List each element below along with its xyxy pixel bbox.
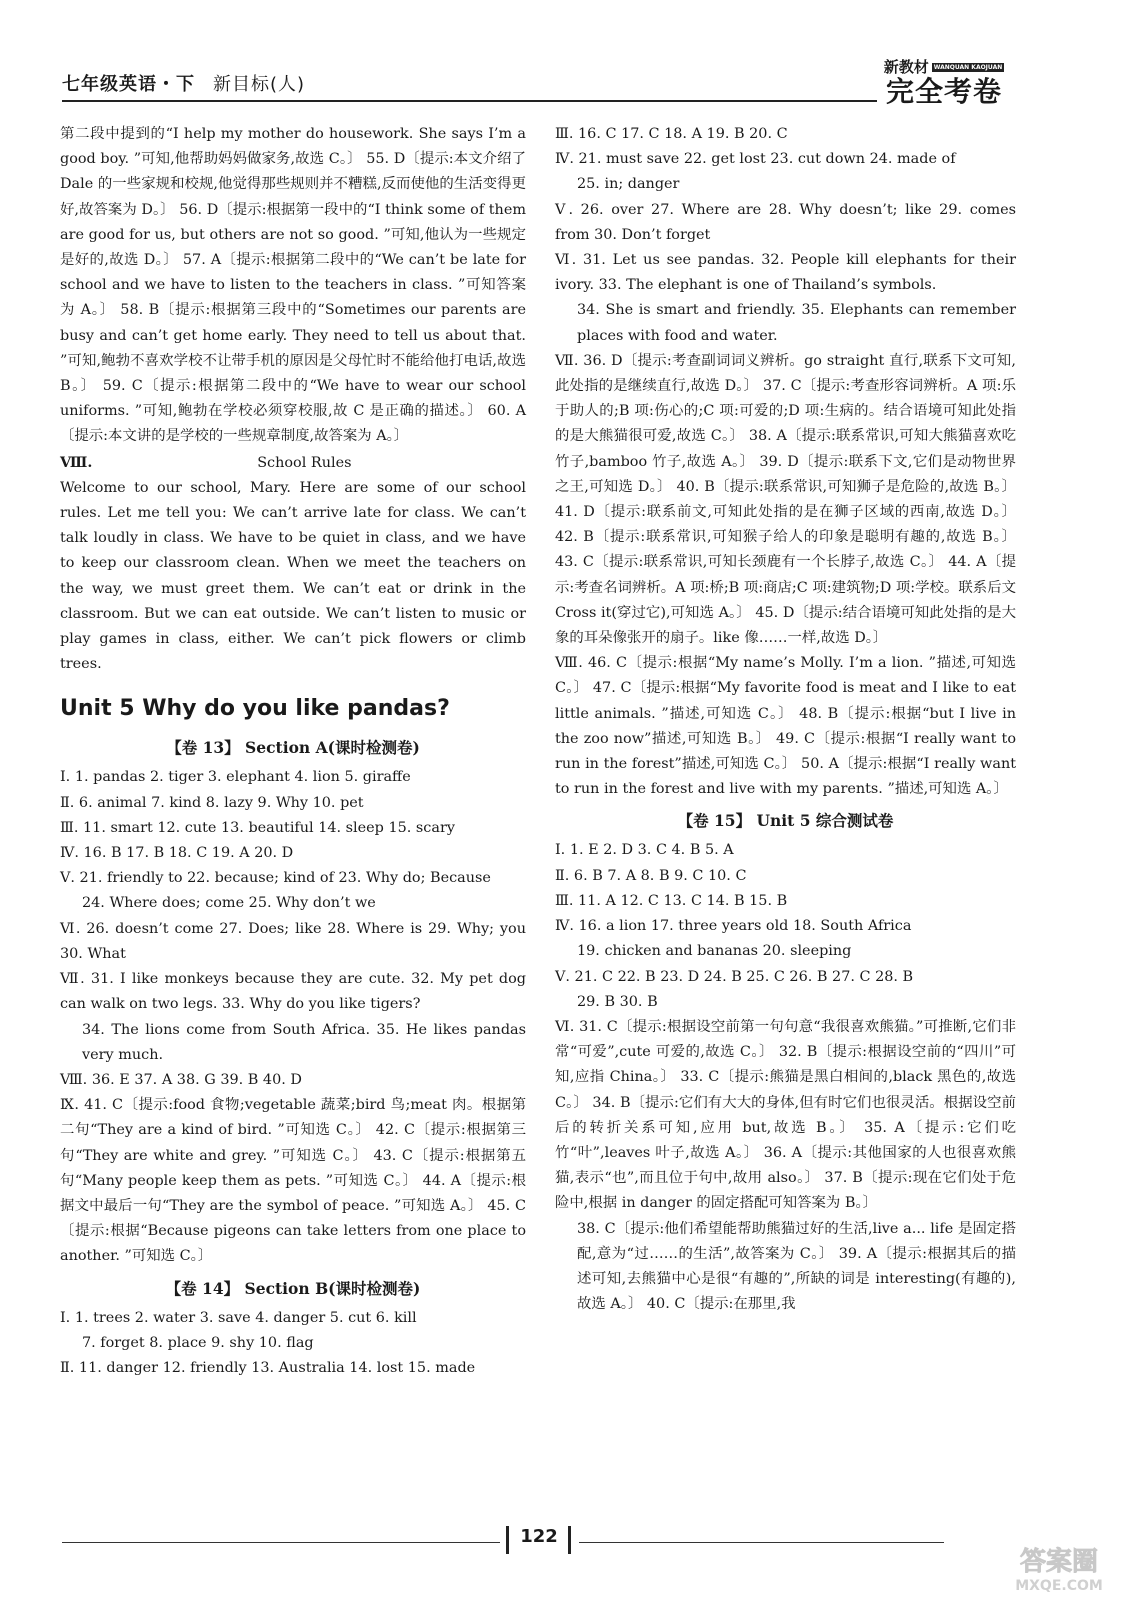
answer-line: 19. chicken and bananas 20. sleeping bbox=[577, 943, 852, 960]
page-number: 122 bbox=[520, 1526, 558, 1547]
answer-line: Ⅶ. 31. I like monkeys because they are cute. 32. My pet dog can walk on two legs. 33. Why do you like tigers? bbox=[60, 971, 526, 1013]
answer-line: Ⅲ. 16. C 17. C 18. A 19. B 20. C bbox=[555, 126, 788, 142]
answer-line: 25. in; danger bbox=[577, 176, 680, 193]
brand-tag: WANQUAN KAOJUAN bbox=[933, 64, 1003, 71]
rules-title: School Rules bbox=[257, 454, 352, 471]
answer-paragraph: Ⅵ. 31. C〔提示:根据设空前第一句句意“我很喜欢熊猫。”可推断,它们非常“可爱”,cute 可爱的,故选 C。〕 32. B〔提示:根据设空前的“四川”可知,应指 China。〕 33. C〔提示:熊猫是黑白相间的,black 黑色的,故选 C。〕 34. B〔提示:它们有大大的身体,但有时它们也很灵活。根据设空前后的转折关系可知,应用 but,故选 B。〕 35. A〔提示:它们吃竹“叶”,leaves 叶子,故选 A。〕 36. A〔提示:其他国家的人也很喜欢熊猫,表示“也”,而且位于句中,故用 also。〕 37. B〔提示:现在它们处于危险中,根据 in danger 的固定搭配可知答案为 B。〕 bbox=[555, 1018, 1016, 1212]
answer-paragraph: 第二段中提到的“I help my mother do housework. She says I’m a good boy. ”可知,他帮助妈妈做家务,故选 C。〕 55. D〔提示:本文介绍了 Dale 的一些家规和校规,他觉得那些规则并不糟糕,反而使他的生活变得更好,故答案为 D。〕 56. D〔提示:根据第一段中的“I think some of them are good for us, but others are not so good. ”可知,他认为一些规定是好的,故选 D。〕 57. A〔提示:根据第二段中的“We can’t be late for school and we have to listen to the teachers in class. ”可知答案为 A。〕 58. B〔提示:根据第三段中的“Sometimes our parents are busy and can’t get home early. They need to tell us about that. ”可知,鲍勃不喜欢学校不让带手机的原因是父母忙时不能给他打电话,故选 B。〕 59. C〔提示:根据第二段中的“We have to wear our school uniforms. ”可知,鲍勃在学校必须穿校服,故 C 是正确的描述。〕 60. A〔提示:本文讲的是学校的一些规章制度,故答案为 A。〕 bbox=[60, 126, 526, 445]
unit-title: Unit 5 Why do you like pandas? bbox=[60, 696, 450, 722]
watermark-logo bbox=[989, 1540, 1129, 1596]
watermark-bottom: MXQE.COM bbox=[1015, 1578, 1103, 1594]
answer-line: Ⅳ. 16. B 17. B 18. C 19. A 20. D bbox=[60, 845, 294, 862]
page-header bbox=[62, 58, 1014, 110]
answer-line: 7. forget 8. place 9. shy 10. flag bbox=[82, 1334, 314, 1351]
section-heading: 【卷 13】 Section A(课时检测卷) bbox=[166, 738, 420, 758]
page-bar-left bbox=[506, 1526, 509, 1554]
answer-line: 34. The lions come from South Africa. 35. He likes pandas very much. bbox=[82, 1021, 526, 1063]
answer-line: Ⅴ. 21. friendly to 22. because; kind of 23. Why do; Because bbox=[60, 870, 491, 887]
book-edition: 新目标(人) bbox=[213, 74, 306, 95]
answer-line: Ⅱ. 11. danger 12. friendly 13. Australia 14. lost 15. made bbox=[60, 1359, 476, 1376]
watermark-top: 答案圈 bbox=[1019, 1547, 1099, 1577]
answer-line: Ⅴ. 21. C 22. B 23. D 24. B 25. C 26. B 27. C 28. B bbox=[555, 968, 914, 985]
answer-line: Ⅰ. 1. E 2. D 3. C 4. B 5. A bbox=[555, 842, 734, 859]
book-title-text: 七年级英语・下 bbox=[62, 74, 195, 95]
roman-numeral: Ⅷ. bbox=[60, 453, 93, 471]
answer-paragraph: Ⅸ. 41. C〔提示:food 食物;vegetable 蔬菜;bird 鸟;meat 肉。根据第二句“They are a kind of bird. ”可知选 C。〕 42. C〔提示:根据第三句“They are white and grey. ”可知选 C。〕 43. C〔提示:根据第五句“Many people keep them as pets. ”可知选 C。〕 44. A〔提示:根据文中最后一句“They are the symbol of peace. ”可知选 A。〕 45. C〔提示:根据“Because pigeons can take letters from one place to another. ”可知选 C。〕 bbox=[60, 1097, 526, 1265]
footer-rule-right bbox=[579, 1542, 944, 1543]
right-column bbox=[555, 122, 1016, 1317]
brand-main: 完全考卷 bbox=[885, 75, 1002, 108]
answer-line: 24. Where does; come 25. Why don’t we bbox=[82, 895, 376, 912]
answer-line: Ⅷ. 36. E 37. A 38. G 39. B 40. D bbox=[60, 1071, 302, 1088]
left-column bbox=[60, 122, 526, 1381]
answer-line: 29. B 30. B bbox=[577, 993, 658, 1010]
answer-paragraph: Ⅶ. 36. D〔提示:考查副词词义辨析。go straight 直行,联系下文可知,此处指的是继续直行,故选 D。〕 37. C〔提示:考查形容词辨析。A 项:乐于助人的;B 项:伤心的;C 项:可爱的;D 项:生病的。结合语境可知此处指的是大熊猫很可爱,故选 C。〕 38. A〔提示:联系常识,可知大熊猫喜欢吃竹子,bamboo 竹子,故选 A。〕 39. D〔提示:联系下文,它们是动物世界之王,可知选 D。〕 40. B〔提示:联系常识,可知狮子是危险的,故选 B。〕 41. D〔提示:联系前文,可知此处指的是在狮子区域的西南,故选 D。〕 42. B〔提示:联系常识,可知猴子给人的印象是聪明有趣的,故选 B。〕 43. C〔提示:联系常识,可知长颈鹿有一个长脖子,故选 C。〕 44. A〔提示:考查名词辨析。A 项:桥;B 项:商店;C 项:建筑物;D 项:学校。联系后文 Cross it(穿过它),可知选 A。〕 45. D〔提示:结合语境可知此处指的是大象的耳朵像张开的扇子。like 像……一样,故选 D。〕 bbox=[555, 352, 1016, 647]
answer-line: Ⅱ. 6. B 7. A 8. B 9. C 10. C bbox=[555, 867, 747, 884]
section-roman bbox=[60, 450, 526, 476]
answer-line: Ⅳ. 16. a lion 17. three years old 18. South Africa bbox=[555, 918, 912, 935]
answer-paragraph: Ⅷ. 46. C〔提示:根据“My name’s Molly. I’m a lion. ”描述,可知选 C。〕 47. C〔提示:根据“My favorite food is meat and I like to eat little animals. ”描述,可知选 C。〕 48. B〔提示:根据“but I live in the zoo now”描述,可知选 B。〕 49. C〔提示:根据“I really want to run in the forest”描述,可知选 C。〕 50. A〔提示:根据“I really want to run in the forest and live with my parents. ”描述,可知选 A。〕 bbox=[555, 655, 1016, 798]
rules-body: Welcome to our school, Mary. Here are some of our school rules. Let me tell you: We can’t arrive late for class. We can’t talk loudly in class. We have to be quiet in class, and we have to keep our classroom clean. When we meet the teachers on the way, we must greet them. We can’t eat or drink in the classroom. But we can eat outside. We can’t listen to music or play games in class, either. We can’t pick flowers or climb trees. bbox=[60, 479, 526, 673]
answer-paragraph: 38. C〔提示:他们希望能帮助熊猫过好的生活,live a... life 是固定搭配,意为“过……的生活”,故答案为 C。〕 39. A〔提示:根据其后的描述可知,去熊猫中心是很“有趣的”,所缺的词是 interesting(有趣的),故选 A。〕 40. C〔提示:在那里,我 bbox=[577, 1220, 1016, 1313]
section-heading: 【卷 14】 Section B(课时检测卷) bbox=[165, 1278, 421, 1298]
answer-line: Ⅰ. 1. pandas 2. tiger 3. elephant 4. lion 5. giraffe bbox=[60, 769, 411, 786]
answer-line: Ⅰ. 1. trees 2. water 3. save 4. danger 5. cut 6. kill bbox=[60, 1309, 417, 1326]
answer-line: Ⅴ. 26. over 27. Where are 28. Why doesn’t; like 29. comes from 30. Don’t forget bbox=[555, 201, 1016, 243]
book-title bbox=[62, 70, 305, 96]
answer-line: Ⅲ. 11. smart 12. cute 13. beautiful 14. sleep 15. scary bbox=[60, 819, 455, 836]
header-rule bbox=[62, 100, 877, 102]
answer-line: Ⅲ. 11. A 12. C 13. C 14. B 15. B bbox=[555, 892, 788, 909]
brand-logo bbox=[874, 58, 1014, 110]
answer-line: 34. She is smart and friendly. 35. Elephants can remember places with food and water. bbox=[577, 302, 1016, 344]
answer-line: Ⅵ. 31. Let us see pandas. 32. People kill elephants for their ivory. 33. The elephant is one of Thailand’s symbols. bbox=[555, 252, 1016, 294]
page-footer bbox=[62, 1520, 1014, 1560]
page-bar-right bbox=[568, 1526, 571, 1554]
answer-line: Ⅱ. 6. animal 7. kind 8. lazy 9. Why 10. pet bbox=[60, 794, 364, 811]
footer-rule-left bbox=[62, 1542, 500, 1543]
answer-line: Ⅵ. 26. doesn’t come 27. Does; like 28. Where is 29. Why; you 30. What bbox=[60, 920, 526, 962]
section-heading: 【卷 15】 Unit 5 综合测试卷 bbox=[677, 811, 894, 831]
answer-line: Ⅳ. 21. must save 22. get lost 23. cut down 24. made of bbox=[555, 151, 956, 168]
brand-top: 新教材 bbox=[883, 58, 929, 76]
